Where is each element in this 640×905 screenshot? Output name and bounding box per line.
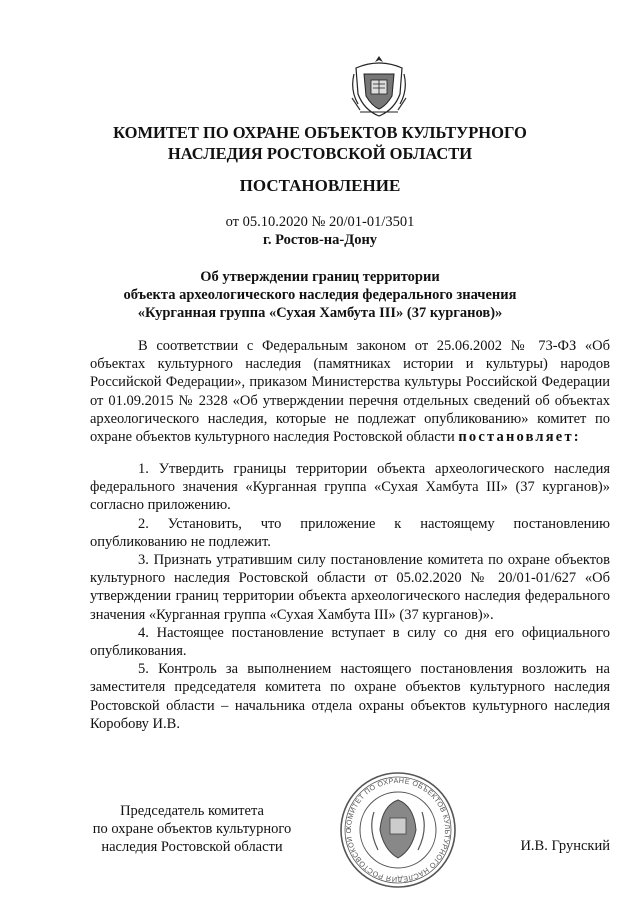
document-city: г. Ростов-на-Дону bbox=[262, 232, 378, 248]
preamble-paragraph bbox=[90, 337, 610, 446]
signer-position: Председатель комитета по охране объектов культурного наследия Ростовской области bbox=[92, 803, 292, 856]
resolution-items bbox=[90, 460, 610, 733]
resolution-item: 3. Признать утратившим силу постановление комитета по охране объектов культурного наследия Ростовской области от 05.02.2020 № 20/01-01/627 «Об утверждении границ территории объекта археологического наследия федерального значения «Курганная группа «Сухая Хамбута III» (37 курганов)». bbox=[90, 552, 610, 623]
preamble-keyword: постановляет: bbox=[458, 429, 581, 446]
document-type: ПОСТАНОВЛЕНИЕ bbox=[239, 176, 401, 195]
resolution-item: 2. Установить, что приложение к настоящему постановлению опубликованию не подлежит. bbox=[90, 515, 610, 550]
document-subject: Об утверждении границ территории объекта археологического наследия федерального значения «Курганная группа «Сухая Хамбута III» (37 курганов)» bbox=[123, 269, 517, 321]
signer-name: И.В. Грунский bbox=[520, 838, 610, 854]
coat-of-arms-icon bbox=[350, 54, 408, 120]
stamp-text: КОМИТЕТ ПО ОХРАНЕ ОБЪЕКТОВ КУЛЬТУРНОГО НАСЛЕДИЯ РОСТОВСКОЙ О bbox=[343, 775, 453, 885]
document-date-number: от 05.10.2020 № 20/01-01/3501 bbox=[225, 214, 415, 230]
official-stamp bbox=[338, 770, 458, 890]
resolution-item: 5. Контроль за выполнением настоящего постановления возложить на заместителя председателя комитета по охране объектов культурного наследия Ростовской области – начальника отдела охраны объектов культурного наследия Коробову И.В. bbox=[90, 661, 610, 732]
org-title: КОМИТЕТ ПО ОХРАНЕ ОБЪЕКТОВ КУЛЬТУРНОГО НАСЛЕДИЯ РОСТОВСКОЙ ОБЛАСТИ bbox=[113, 123, 527, 163]
resolution-item: 1. Утвердить границы территории объекта археологического наследия федерального значения «Курганная группа «Сухая Хамбута III» (37 курганов)» согласно приложению. bbox=[90, 461, 610, 514]
preamble-text: В соответствии с Федеральным законом от 25.06.2002 № 73-ФЗ «Об объектах культурного наследия (памятниках истории и культуры) народов Российской Федерации», приказом Министерства культуры Российской Федерации от 01.09.2015 № 2328 «Об утверждении перечня отдельных сведений об объектах археологического наследия, которые не подлежат опубликованию» комитет по охране объектов культурного наследия Ростовской области bbox=[90, 338, 610, 446]
resolution-item: 4. Настоящее постановление вступает в силу со дня его официального опубликования. bbox=[90, 624, 610, 660]
